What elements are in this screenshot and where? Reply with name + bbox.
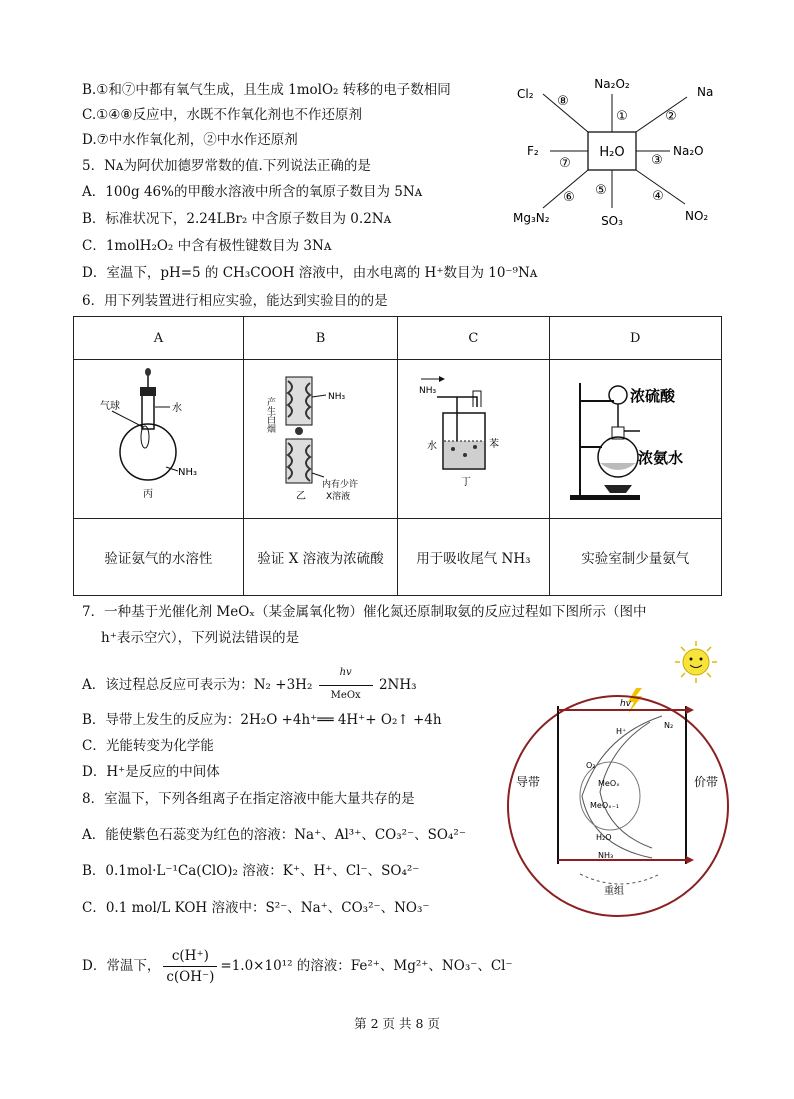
ratio-fraction: $\frac{c(H^+)}{c(OH^-)}$ xyxy=(163,946,217,987)
q8-option-b: B．0.1mol·L⁻¹Ca(ClO)₂ 溶液：K⁺、H⁺、Cl⁻、SO₄²⁻ xyxy=(82,863,420,879)
svg-text:H₂O: H₂O xyxy=(596,833,612,842)
svg-text:产生白烟: 产生白烟 xyxy=(264,397,275,433)
spoke-num-8: ⑧ xyxy=(557,94,569,109)
page-footer: 第 2 页 共 8 页 xyxy=(354,1016,440,1031)
q5-option-a: A．100g 46%的甲酸水溶液中所含的氧原子数目为 5Nᴀ xyxy=(82,184,423,200)
svg-text:重组: 重组 xyxy=(604,886,624,897)
spoke-label-1: Na₂O₂ xyxy=(594,77,630,91)
q4-option-d: D.⑦中水作氧化剂，②中水作还原剂 xyxy=(82,132,298,148)
spoke-num-1: ① xyxy=(616,109,628,124)
spoke-num-2: ② xyxy=(665,109,677,124)
svg-text:导带: 导带 xyxy=(516,775,541,789)
svg-text:乙: 乙 xyxy=(295,491,306,502)
apparatus-a xyxy=(74,360,244,519)
q7-option-b: B．导带上发生的反应为：2H₂O +4h⁺══ 4H⁺+ O₂↑ +4h xyxy=(82,712,442,728)
svg-text:丁: 丁 xyxy=(461,477,472,488)
spoke-num-7: ⑦ xyxy=(559,156,571,171)
q8-stem: 8．室温下，下列各组离子在指定溶液中能大量共存的是 xyxy=(82,791,415,807)
col-header-c: C xyxy=(398,317,549,360)
svg-text:丙: 丙 xyxy=(143,489,154,500)
q5-option-b: B．标准状况下，2.24LBr₂ 中含原子数目为 0.2Nᴀ xyxy=(82,211,392,227)
col-header-b: B xyxy=(243,317,397,360)
spoke-num-3: ③ xyxy=(651,153,663,168)
caption-b: 验证 X 溶液为浓硫酸 xyxy=(243,519,397,596)
q5-option-c: C．1molH₂O₂ 中含有极性键数目为 3Nᴀ xyxy=(82,238,332,254)
spoke-label-8: Cl₂ xyxy=(517,87,534,101)
svg-text:NH₃: NH₃ xyxy=(178,467,198,478)
q6-stem: 6．用下列装置进行相应实验，能达到实验目的的是 xyxy=(82,293,388,309)
caption-a: 验证氨气的水溶性 xyxy=(74,519,244,596)
svg-text:O₂: O₂ xyxy=(586,761,596,770)
svg-text:X溶液: X溶液 xyxy=(325,492,350,502)
svg-text:NH₃: NH₃ xyxy=(327,392,345,402)
svg-text:hv: hv xyxy=(620,699,632,709)
photocatalysis-diagram xyxy=(500,636,740,926)
spoke-label-6: Mg₃N₂ xyxy=(513,211,550,225)
spoke-label-3: Na₂O xyxy=(673,144,704,158)
col-header-d: D xyxy=(549,317,722,360)
q7-option-d: D．H⁺是反应的中间体 xyxy=(82,764,220,780)
spoke-num-6: ⑥ xyxy=(563,190,575,205)
svg-text:浓硫酸: 浓硫酸 xyxy=(630,387,676,405)
q8-option-d: D．常温下， $\frac{c(H^+)}{c(OH^-)}$ =1.0×10¹² 的溶液：Fe²⁺、Mg²⁺、NO₃⁻、Cl⁻ xyxy=(82,948,513,985)
q4-option-b: B.①和⑦中都有氧气生成，且生成 1molO₂ 转移的电子数相同 xyxy=(82,82,451,98)
svg-text:水: 水 xyxy=(427,441,438,452)
svg-text:NH₃: NH₃ xyxy=(419,386,437,396)
q7-option-c: C．光能转变为化学能 xyxy=(82,738,214,754)
svg-text:水: 水 xyxy=(172,403,183,414)
svg-text:MeOₓ₋₁: MeOₓ₋₁ xyxy=(590,801,620,810)
q5-option-d: D．室温下，pH=5 的 CH₃COOH 溶液中，由水电离的 H⁺数目为 10⁻⁹Nᴀ xyxy=(82,265,538,281)
apparatus-b xyxy=(243,360,397,519)
svg-text:N₂: N₂ xyxy=(664,721,674,730)
q5-stem: 5．Nᴀ为阿伏加德罗常数的值.下列说法正确的是 xyxy=(82,158,371,174)
q4-option-c: C.①④⑧反应中，水既不作氧化剂也不作还原剂 xyxy=(82,107,362,123)
caption-d: 实验室制少量氨气 xyxy=(549,519,722,596)
svg-text:苯: 苯 xyxy=(489,439,500,450)
h2o-center: H₂O xyxy=(599,145,625,160)
svg-text:浓氨水: 浓氨水 xyxy=(638,449,684,467)
spoke-num-4: ④ xyxy=(652,189,664,204)
q7-option-a: A．该过程总反应可表示为：N₂ +3H₂ hv MeOx 2NH₃ xyxy=(82,667,417,701)
apparatus-c xyxy=(398,360,549,519)
svg-text:气球: 气球 xyxy=(100,401,121,412)
svg-text:价带: 价带 xyxy=(694,775,719,789)
q7-stem-line2: h⁺表示空穴），下列说法错误的是 xyxy=(101,630,300,646)
spoke-label-7: F₂ xyxy=(527,144,539,158)
caption-c: 用于吸收尾气 NH₃ xyxy=(398,519,549,596)
spoke-label-5: SO₃ xyxy=(601,214,623,228)
svg-text:MeOₓ: MeOₓ xyxy=(598,779,620,788)
spoke-num-5: ⑤ xyxy=(595,183,607,198)
spoke-label-4: NO₂ xyxy=(685,209,709,223)
q8-option-a: A．能使紫色石蕊变为红色的溶液：Na⁺、Al³⁺、CO₃²⁻、SO₄²⁻ xyxy=(82,827,466,843)
q7-stem-line1: 7．一种基于光催化剂 MeOₓ（某金属氧化物）催化氮还原制取氨的反应过程如下图所示（图中 xyxy=(82,604,647,620)
svg-text:内有少许: 内有少许 xyxy=(321,480,358,490)
spoke-label-2: Na xyxy=(697,85,714,99)
h2o-reaction-diagram xyxy=(505,72,730,232)
sun-icon xyxy=(675,641,717,683)
q6-experiment-table xyxy=(73,316,722,596)
svg-text:H⁺: H⁺ xyxy=(616,727,627,736)
apparatus-d xyxy=(549,360,722,519)
col-header-a: A xyxy=(74,317,244,360)
q8-option-c: C．0.1 mol/L KOH 溶液中：S²⁻、Na⁺、CO₃²⁻、NO₃⁻ xyxy=(82,900,430,916)
svg-text:NH₃: NH₃ xyxy=(598,851,614,860)
